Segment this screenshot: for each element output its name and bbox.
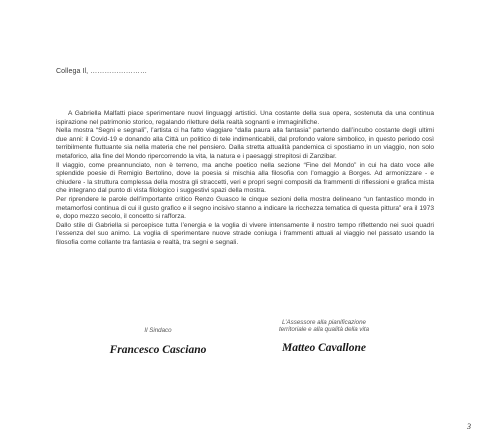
- letter-greeting: Collega Il, ……………………: [56, 68, 148, 75]
- page-number: 3: [467, 422, 471, 431]
- paragraph-journey: Il viaggio, come preannunciato, non è terreno, ma anche poetico nella sezione “Fine del Mondo” in cui ha dato voce alle splendide poesie di Remigio Bertolino, dove la poesia si mischia alla filosofia con l’omaggio a Borges. Ad armonizzare - e chiudere - la struttura complessa della mostra gli straccetti, veri e propri segni compositi da frammenti di riflessioni e grafica mista che integrano dal punto di vista filologico i suggestivi spazi della mostra.: [56, 161, 434, 195]
- signature-role-line-2: territoriale e alla qualità della vita: [278, 326, 370, 334]
- signature-name: Francesco Casciano: [109, 344, 207, 357]
- signature-assessor: [252, 319, 396, 354]
- letter-body: [56, 110, 434, 248]
- paragraph-critic: Per riprendere le parole dell’importante critico Renzo Guasco le cinque sezioni della mostra delineano “un fantastico mondo in metamorfosi continua di cui il gusto grafico e il segno incisivo stanno a indicare la ricchezza tematica di questa pittura” era il 1973 e, dopo mezzo secolo, il concetto si rafforza.: [56, 195, 434, 221]
- paragraph-closing: Dallo stile di Gabriella si percepisce tutta l’energia e la voglia di vivere intensamente il nostro tempo riflettendo nei suoi quadri l’essenza del suo animo. La voglia di sperimentare nuove strade coniuga i frammenti attuali al viaggio nel passato usando la filosofia come collante tra fantasia e realtà, tra segni e segnali.: [56, 221, 434, 246]
- signature-name: Matteo Cavallone: [281, 341, 366, 354]
- signature-role-line-1: L’Assessore alla pianificazione: [282, 319, 366, 326]
- paragraph-exhibition: Nella mostra “Segni e segnali”, l’artista ci ha fatto viaggiare “dalla paura alla fantasia” partendo dall’incubo costante degli ultimi due anni: il Covid-19 e donando alla Città un politico di tele indimenticabili, dal profondo valore simbolico, in questo periodo così terribilmente fluttuante sia nella materia che nel pensiero. Dalla stretta attualità pandemica ci spostiamo in un viaggio, non solo metaforico, alla fine del Mondo ripercorrendo la vita, la natura e i paesaggi strepitosi di Zanzibar.: [56, 127, 434, 160]
- signature-mayor: [98, 327, 218, 356]
- paragraph-intro: A Gabriella Malfatti piace sperimentare nuovi linguaggi artistici. Una costante della sua opera, sostenuta da una continua ispirazione nel patrimonio storico, regalando riletture della realtà sognanti e immaginifiche.: [56, 110, 434, 126]
- signature-role: Il Sindaco: [144, 327, 172, 334]
